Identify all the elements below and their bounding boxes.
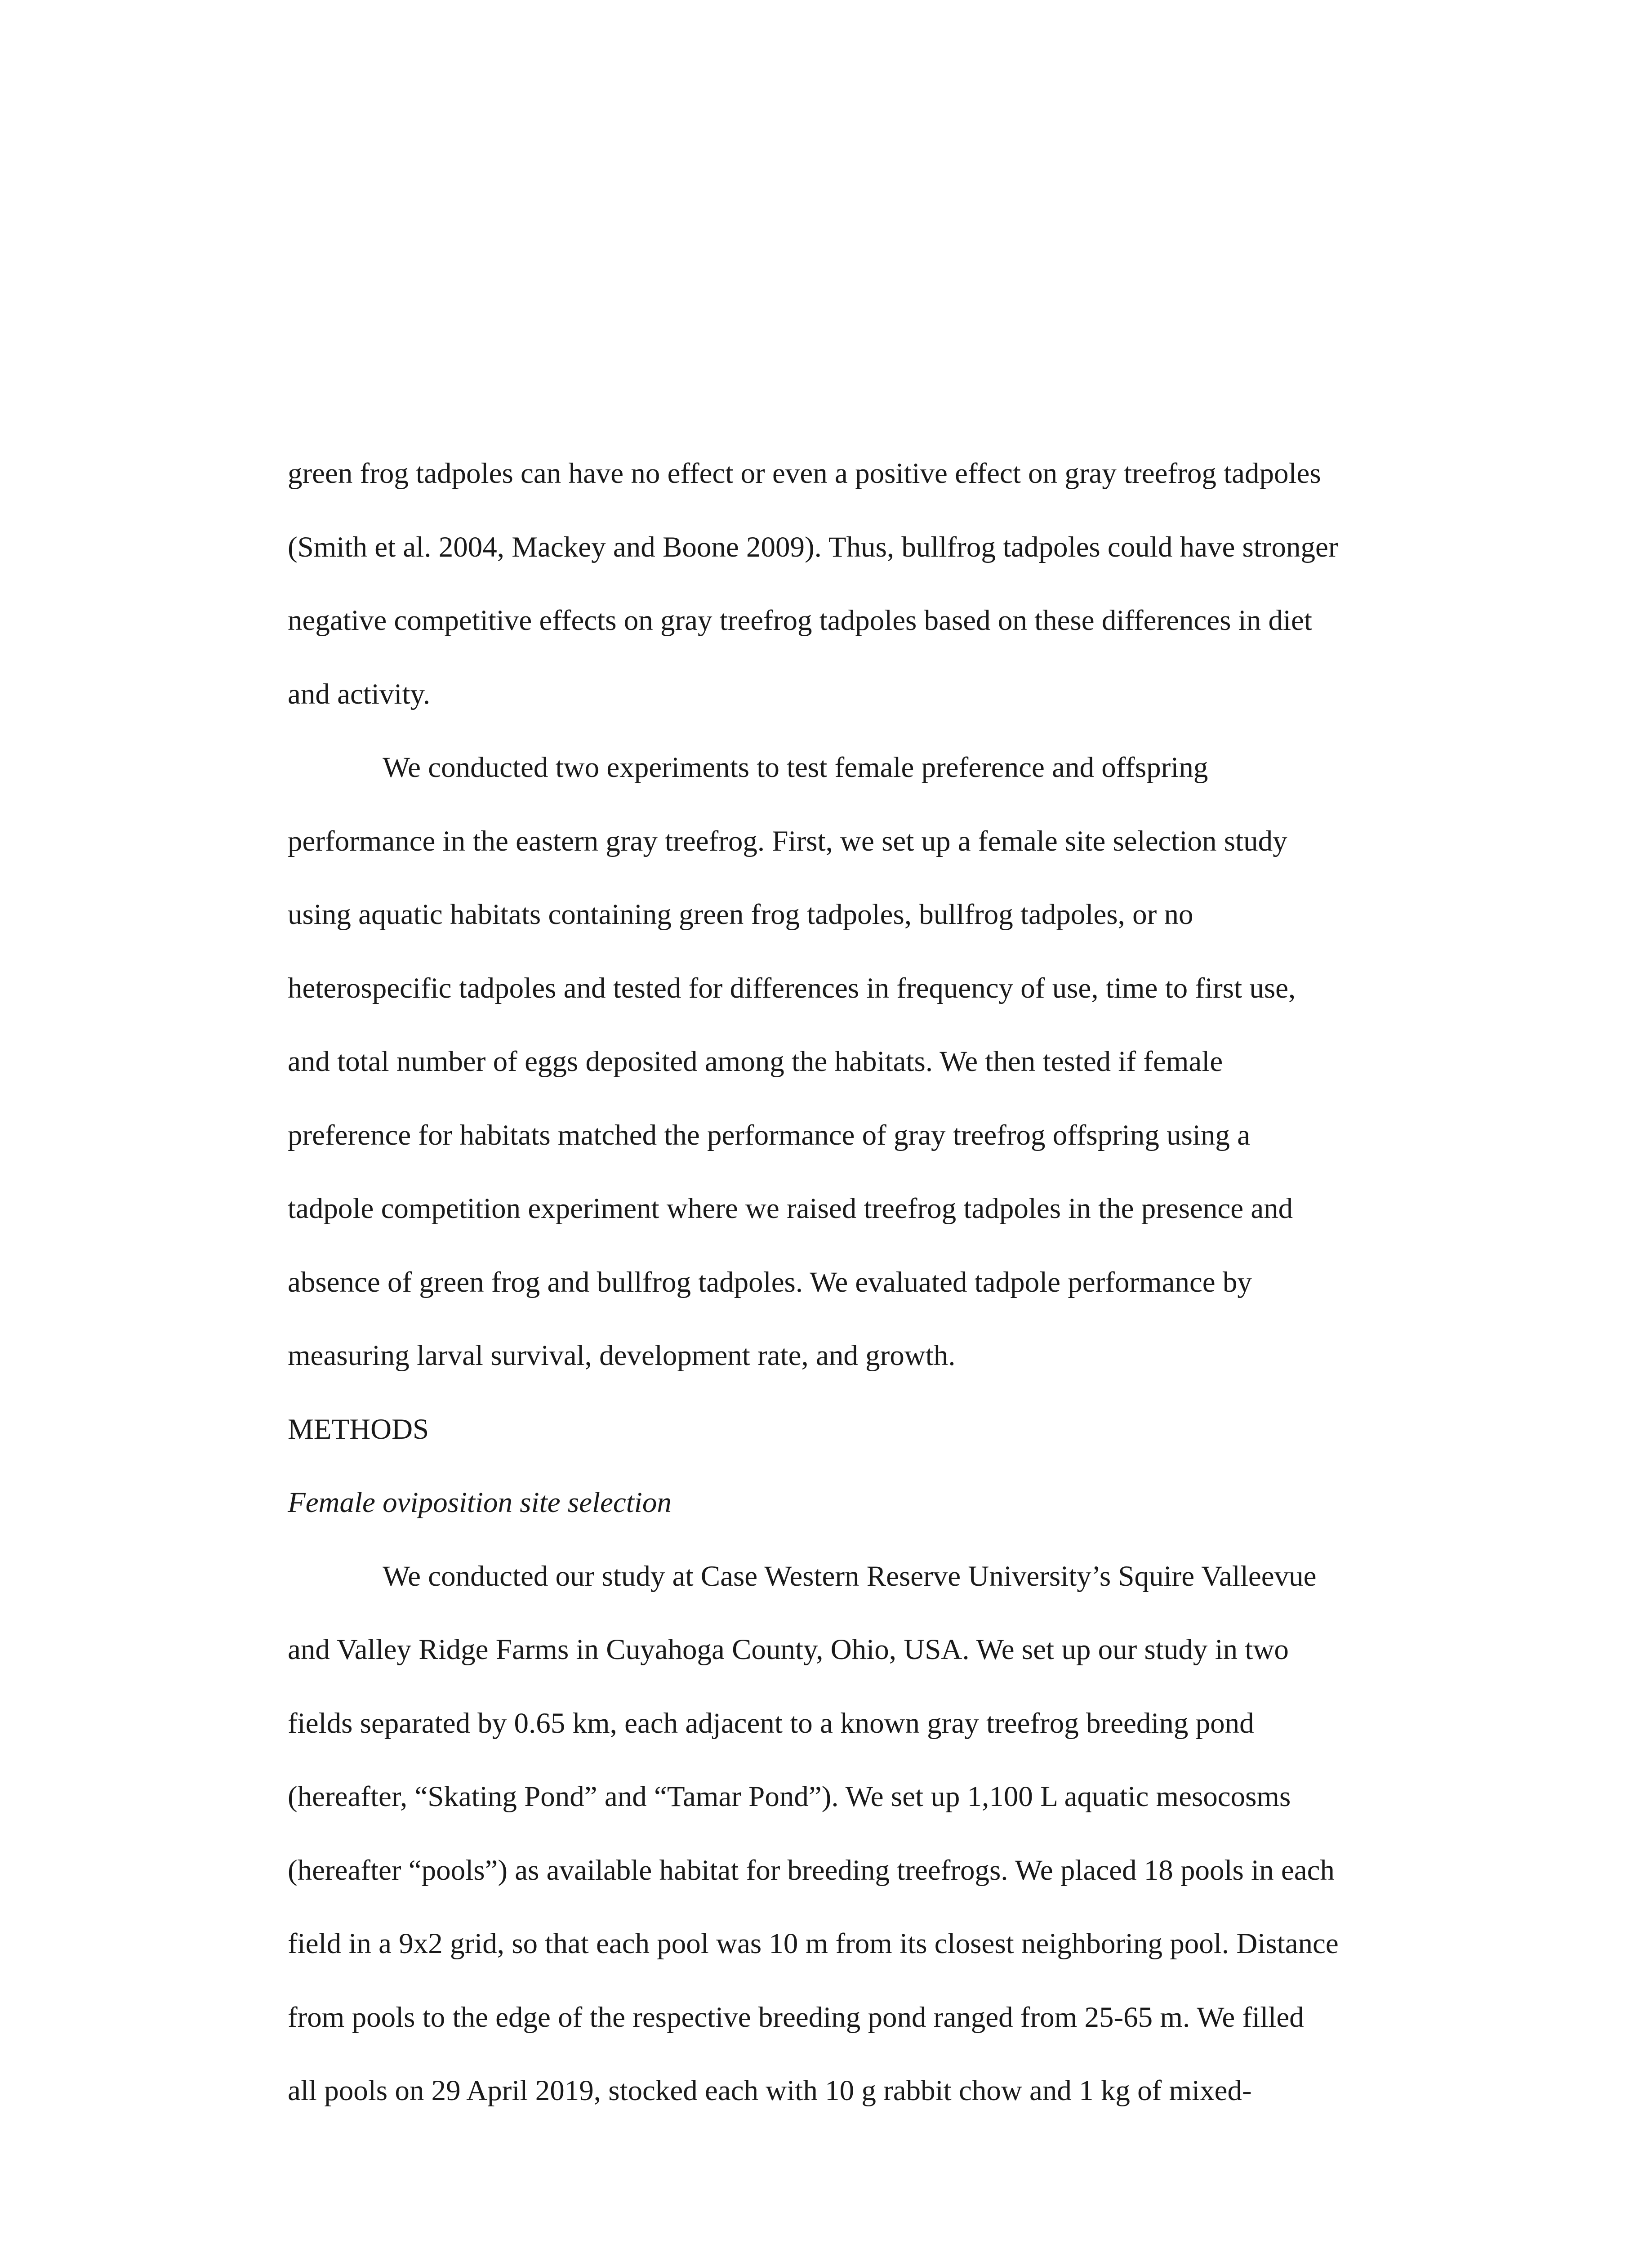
section-heading: METHODS bbox=[288, 1413, 429, 1445]
paragraph-3-line: field in a 9x2 grid, so that each pool was 10 m from its closest neighboring pool. Distance bbox=[288, 1927, 1339, 1960]
paragraph-3-line: (hereafter, “Skating Pond” and “Tamar Pond”). We set up 1,100 L aquatic mesocosms bbox=[288, 1780, 1291, 1813]
paragraph-1-line: negative competitive effects on gray treefrog tadpoles based on these differences in diet bbox=[288, 604, 1312, 637]
paragraph-1-line: and activity. bbox=[288, 678, 431, 710]
paragraph-2-line: performance in the eastern gray treefrog. First, we set up a female site selection study bbox=[288, 825, 1287, 857]
paragraph-3-line: fields separated by 0.65 km, each adjacent to a known gray treefrog breeding pond bbox=[288, 1707, 1254, 1740]
paragraph-2-line: tadpole competition experiment where we raised treefrog tadpoles in the presence and bbox=[288, 1192, 1293, 1225]
paragraph-2-line: absence of green frog and bullfrog tadpoles. We evaluated tadpole performance by bbox=[288, 1266, 1252, 1298]
paragraph-3-line: (hereafter “pools”) as available habitat for breeding treefrogs. We placed 18 pools in each bbox=[288, 1854, 1335, 1887]
paragraph-3-line: all pools on 29 April 2019, stocked each with 10 g rabbit chow and 1 kg of mixed- bbox=[288, 2074, 1252, 2107]
paragraph-2-line: heterospecific tadpoles and tested for differences in frequency of use, time to first use, bbox=[288, 972, 1296, 1004]
body-text bbox=[288, 437, 1438, 2128]
paragraph-3-line: and Valley Ridge Farms in Cuyahoga County, Ohio, USA. We set up our study in two bbox=[288, 1633, 1289, 1666]
paragraph-2-line: using aquatic habitats containing green frog tadpoles, bullfrog tadpoles, or no bbox=[288, 898, 1193, 931]
paragraph-3-line: from pools to the edge of the respective breeding pond ranged from 25-65 m. We filled bbox=[288, 2001, 1304, 2034]
subsection-heading: Female oviposition site selection bbox=[288, 1486, 672, 1519]
paragraph-2-line: measuring larval survival, development rate, and growth. bbox=[288, 1339, 956, 1372]
paragraph-2-line: We conducted two experiments to test female preference and offspring bbox=[383, 751, 1208, 784]
paragraph-1-line: (Smith et al. 2004, Mackey and Boone 2009). Thus, bullfrog tadpoles could have stronger bbox=[288, 531, 1338, 563]
paragraph-2-line: and total number of eggs deposited among the habitats. We then tested if female bbox=[288, 1045, 1223, 1078]
paragraph-2-line: preference for habitats matched the performance of gray treefrog offspring using a bbox=[288, 1119, 1251, 1151]
paragraph-3-line: We conducted our study at Case Western Reserve University’s Squire Valleevue bbox=[383, 1560, 1317, 1592]
paragraph-1-line: green frog tadpoles can have no effect or even a positive effect on gray treefrog tadpoles bbox=[288, 457, 1321, 490]
